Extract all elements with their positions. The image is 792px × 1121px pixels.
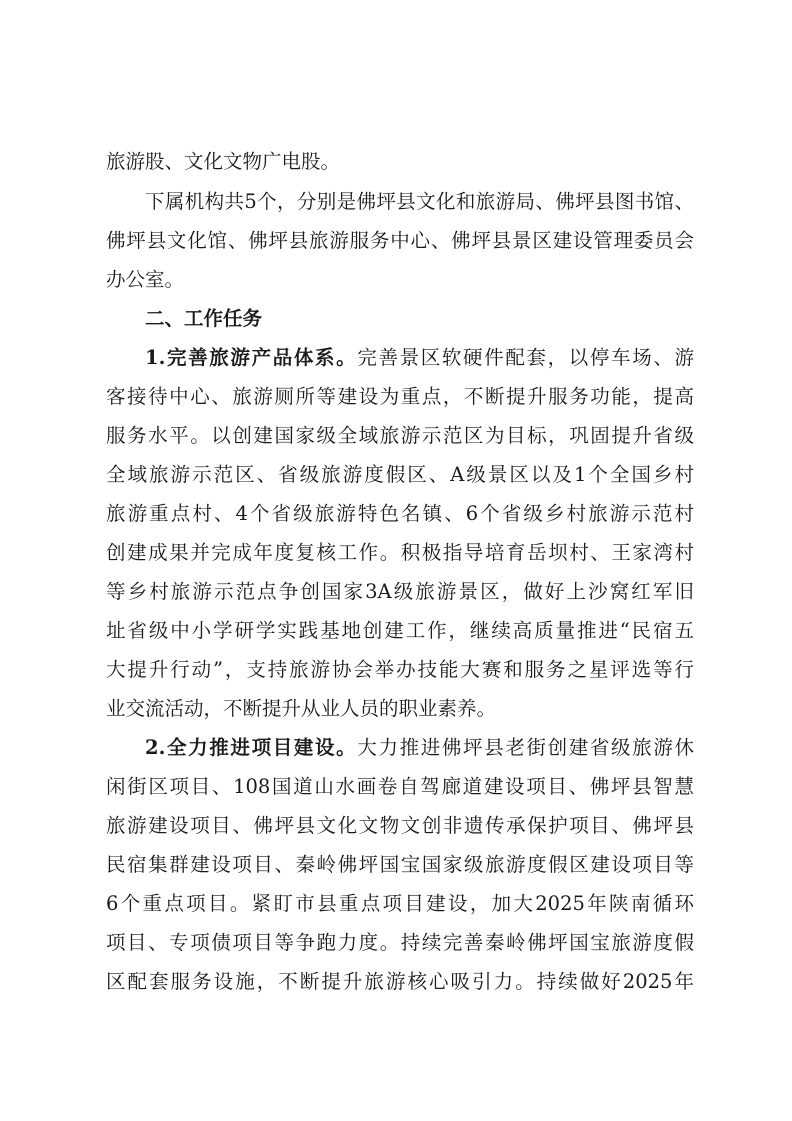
subsection-title: 1.完善旅游产品体系。 bbox=[145, 346, 358, 369]
text-line: 下属机构共5个，分别是佛坪县文化和旅游局、佛坪县图书馆、 bbox=[145, 190, 694, 213]
text-line: 客接待中心、旅游厕所等建设为重点，不断提升服务功能，提高 bbox=[106, 385, 694, 408]
text-line: 服务水平。以创建国家级全域旅游示范区为目标，巩固提升省级 bbox=[106, 424, 694, 447]
text-line: 项目、专项债项目等争跑力度。持续完善秦岭佛坪国宝旅游度假 bbox=[106, 931, 694, 954]
text-line: 旅游建设项目、佛坪县文化文物文创非遗传承保护项目、佛坪县 bbox=[106, 814, 694, 837]
text-line: 址省级中小学研学实践基地创建工作，继续高质量推进“民宿五 bbox=[106, 619, 694, 642]
text-line: 1.完善旅游产品体系。完善景区软硬件配套，以停车场、游 bbox=[145, 346, 694, 369]
text-line: 旅游股、文化文物广电股。 bbox=[106, 150, 341, 173]
text-line: 业交流活动，不断提升从业人员的职业素养。 bbox=[106, 697, 497, 720]
text-line: 旅游重点村、4个省级旅游特色名镇、6个省级乡村旅游示范村 bbox=[106, 502, 694, 525]
text-line: 创建成果并完成年度复核工作。积极指导培育岳坝村、王家湾村 bbox=[106, 541, 694, 564]
text-line: 大提升行动”，支持旅游协会举办技能大赛和服务之星评选等行 bbox=[106, 658, 694, 681]
text-line: 办公室。 bbox=[106, 268, 185, 291]
text-line: 佛坪县文化馆、佛坪县旅游服务中心、佛坪县景区建设管理委员会 bbox=[106, 229, 694, 252]
subsection-title: 2.全力推进项目建设。 bbox=[145, 736, 358, 759]
text-line: 全域旅游示范区、省级旅游度假区、A级景区以及1个全国乡村 bbox=[106, 463, 694, 486]
text-line: 2.全力推进项目建设。大力推进佛坪县老街创建省级旅游休 bbox=[145, 736, 694, 759]
text-line: 6个重点项目。紧盯市县重点项目建设，加大2025年陕南循环 bbox=[106, 892, 694, 915]
text-line: 区配套服务设施，不断提升旅游核心吸引力。持续做好2025年 bbox=[106, 970, 694, 993]
text-line: 民宿集群建设项目、秦岭佛坪国宝国家级旅游度假区建设项目等 bbox=[106, 853, 694, 876]
section-heading: 二、工作任务 bbox=[145, 307, 263, 330]
text-line: 闲街区项目、108国道山水画卷自驾廊道建设项目、佛坪县智慧 bbox=[106, 775, 694, 798]
text-line: 等乡村旅游示范点争创国家3A级旅游景区，做好上沙窝红军旧 bbox=[106, 580, 694, 603]
